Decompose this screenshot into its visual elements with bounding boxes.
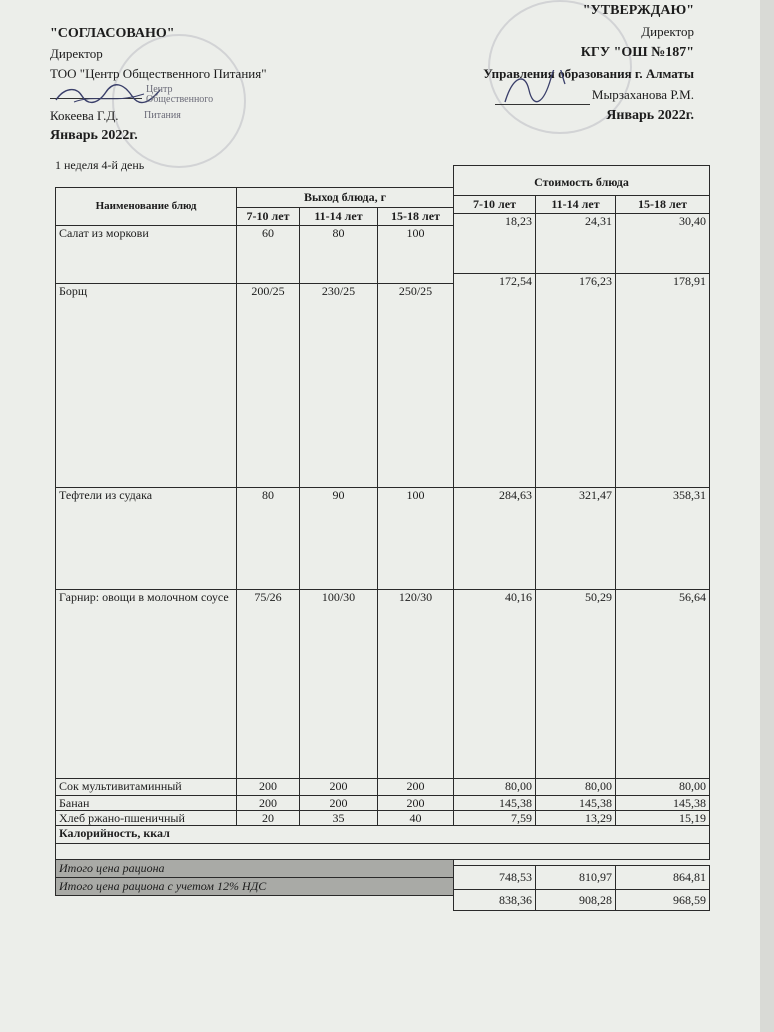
column-header-name: Наименование блюд (55, 187, 237, 226)
age-header-yield-2: 15-18 лет (377, 207, 454, 226)
yield-0-0: 60 (236, 225, 300, 284)
total-1: 810,97 (535, 865, 616, 890)
yield-4-2: 200 (377, 778, 454, 796)
cost-6-1: 13,29 (535, 810, 616, 826)
cost-2-2: 358,31 (615, 487, 710, 590)
total-0: 748,53 (453, 865, 536, 890)
yield-2-1: 90 (299, 487, 378, 590)
age-header-yield-1: 11-14 лет (299, 207, 378, 226)
spacer-row (55, 843, 710, 860)
dish-name-1: Борщ (55, 283, 237, 488)
cost-5-1: 145,38 (535, 795, 616, 811)
dish-name-3: Гарнир: овощи в молочном соусе (55, 589, 237, 779)
cost-0-0: 18,23 (453, 213, 536, 274)
yield-2-0: 80 (236, 487, 300, 590)
calories-label: Калорийность, ккал (55, 825, 710, 844)
column-group-cost: Стоимость блюда (453, 165, 710, 196)
approval-dept-right: Управления образования г. Алматы (483, 66, 694, 81)
cost-5-2: 145,38 (615, 795, 710, 811)
cost-1-2: 178,91 (615, 273, 710, 488)
yield-5-1: 200 (299, 795, 378, 811)
yield-0-2: 100 (377, 225, 454, 284)
stamp-text-left-1: Центр (146, 84, 173, 95)
approval-name-left: Кокеева Г.Д. Питания (50, 106, 267, 126)
stamp-text-left-3: Питания (144, 110, 181, 121)
total-label: Итого цена рациона (55, 859, 454, 878)
approval-block-left (50, 24, 267, 146)
yield-2-2: 100 (377, 487, 454, 590)
yield-6-0: 20 (236, 810, 300, 826)
approval-date-left: Январь 2022г. (50, 128, 138, 143)
approval-date-right: Январь 2022г. (606, 108, 694, 123)
cost-4-2: 80,00 (615, 778, 710, 796)
dish-name-6: Хлеб ржано-пшеничный (55, 810, 237, 826)
yield-1-2: 250/25 (377, 283, 454, 488)
yield-1-1: 230/25 (299, 283, 378, 488)
yield-5-2: 200 (377, 795, 454, 811)
yield-5-0: 200 (236, 795, 300, 811)
page-edge (760, 0, 774, 1032)
cost-3-2: 56,64 (615, 589, 710, 779)
approval-position-left: Директор (50, 46, 103, 61)
yield-3-0: 75/26 (236, 589, 300, 779)
cost-4-1: 80,00 (535, 778, 616, 796)
approval-block-right (483, 0, 694, 126)
menu-table (55, 165, 709, 910)
dish-name-2: Тефтели из судака (55, 487, 237, 590)
approval-org-right: КГУ "ОШ №187" (580, 45, 694, 60)
yield-6-2: 40 (377, 810, 454, 826)
yield-3-2: 120/30 (377, 589, 454, 779)
yield-0-1: 80 (299, 225, 378, 284)
yield-4-1: 200 (299, 778, 378, 796)
yield-4-0: 200 (236, 778, 300, 796)
cost-6-2: 15,19 (615, 810, 710, 826)
approval-title-left: "СОГЛАСОВАНО" (50, 26, 175, 41)
cost-1-0: 172,54 (453, 273, 536, 488)
total-vat-1: 908,28 (535, 889, 616, 911)
week-day-label: 1 неделя 4-й день (55, 158, 145, 172)
cost-6-0: 7,59 (453, 810, 536, 826)
approval-name-right: Мырзаханова Р.М. (483, 84, 694, 105)
total-vat-label: Итого цена рациона с учетом 12% НДС (55, 877, 454, 896)
cost-0-2: 30,40 (615, 213, 710, 274)
total-2: 864,81 (615, 865, 710, 890)
cost-1-1: 176,23 (535, 273, 616, 488)
age-header-yield-0: 7-10 лет (236, 207, 300, 226)
cost-2-1: 321,47 (535, 487, 616, 590)
approval-title-right: "УТВЕРЖДАЮ" (582, 3, 694, 18)
cost-3-1: 50,29 (535, 589, 616, 779)
signature-line-left (50, 84, 267, 106)
cost-0-1: 24,31 (535, 213, 616, 274)
age-header-cost-0: 7-10 лет (453, 195, 536, 214)
approval-position-right: Директор (641, 24, 694, 39)
approval-org-left: ТОО "Центр Общественного Питания" (50, 66, 267, 81)
total-vat-2: 968,59 (615, 889, 710, 911)
dish-name-5: Банан (55, 795, 237, 811)
dish-name-4: Сок мультивитаминный (55, 778, 237, 796)
age-header-cost-2: 15-18 лет (615, 195, 710, 214)
stamp-text-left-2: Общественного (146, 94, 214, 105)
age-header-cost-1: 11-14 лет (535, 195, 616, 214)
yield-6-1: 35 (299, 810, 378, 826)
yield-3-1: 100/30 (299, 589, 378, 779)
signature-right (499, 70, 569, 110)
total-vat-0: 838,36 (453, 889, 536, 911)
cost-3-0: 40,16 (453, 589, 536, 779)
cost-5-0: 145,38 (453, 795, 536, 811)
cost-2-0: 284,63 (453, 487, 536, 590)
yield-1-0: 200/25 (236, 283, 300, 488)
column-group-yield: Выход блюда, г (236, 187, 454, 208)
dish-name-0: Салат из моркови (55, 225, 237, 284)
cost-4-0: 80,00 (453, 778, 536, 796)
